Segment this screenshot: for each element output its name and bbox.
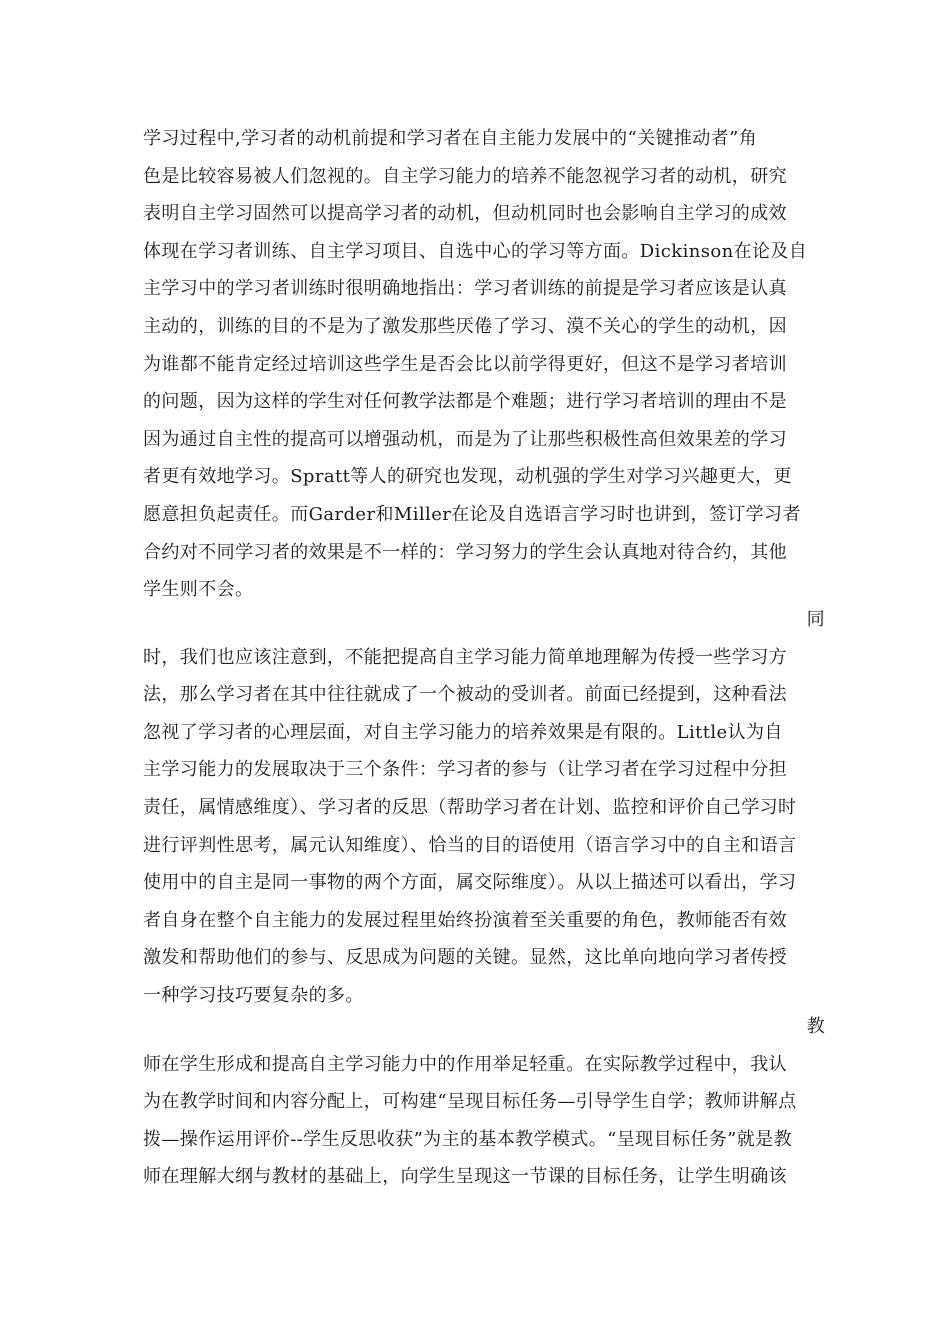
text-line: 为谁都不能肯定经过培训这些学生是否会比以前学得更好，但这不是学习者培训 [143, 353, 787, 375]
text-line: 为在教学时间和内容分配上，可构建“呈现目标任务—引导学生自学；教师讲解点 [143, 1091, 797, 1113]
text-line: 时，我们也应该注意到，不能把提高自主学习能力简单地理解为传授一些学习方 [143, 646, 787, 668]
text-line: 激发和帮助他们的参与、反思成为问题的关键。显然，这比单向地向学习者传授 [143, 947, 787, 969]
text-line: 师在学生形成和提高自主学习能力中的作用举足轻重。在实际教学过程中，我认 [143, 1053, 787, 1075]
text-line: 主学习能力的发展取决于三个条件：学习者的参与（让学习者在学习过程中分担 [143, 759, 787, 781]
text-line: 师在理解大纲与教材的基础上，向学生呈现这一节课的目标任务，让学生明确该 [143, 1166, 787, 1188]
text-line: 一种学习技巧要复杂的多。 [143, 984, 364, 1006]
paragraph-learner-role [143, 601, 825, 1015]
paragraph-motivation [143, 120, 813, 609]
text-line: 责任，属情感维度）、学习者的反思（帮助学习者在计划、监控和评价自己学习时 [143, 796, 797, 818]
text-line: 者更有效地学习。Spratt等人的研究也发现，动机强的学生对学习兴趣更大，更 [143, 466, 792, 488]
text-line: 因为通过自主性的提高可以增强动机，而是为了让那些积极性高但效果差的学习 [143, 428, 787, 450]
text-line: 色是比较容易被人们忽视的。自主学习能力的培养不能忽视学习者的动机，研究 [143, 165, 787, 187]
text-line-indent-fragment: 教 [806, 1016, 825, 1037]
paragraph-teacher-role [143, 1008, 825, 1196]
text-line: 拨—操作运用评价--学生反思收获”为主的基本教学模式。“呈现目标任务”就是教 [143, 1128, 792, 1150]
text-line: 忽视了学习者的心理层面，对自主学习能力的培养效果是有限的。Little认为自 [143, 721, 783, 743]
text-line: 愿意担负起责任。而Garder和Miller在论及自选语言学习时也讲到，签订学习者 [143, 503, 801, 525]
text-line: 使用中的自主是同一事物的两个方面，属交际维度）。从以上描述可以看出，学习 [143, 872, 797, 894]
text-line: 学习过程中,学习者的动机前提和学习者在自主能力发展中的“关键推动者”角 [143, 128, 758, 149]
text-line: 体现在学习者训练、自主学习项目、自选中心的学习等方面。Dickinson在论及自 [143, 240, 808, 262]
text-line: 进行评判性思考，属元认知维度）、恰当的目的语使用（语言学习中的自主和语言 [143, 834, 797, 856]
text-line: 主动的，训练的目的不是为了激发那些厌倦了学习、漠不关心的学生的动机，因 [143, 315, 787, 337]
text-line: 合约对不同学习者的效果是不一样的：学习努力的学生会认真地对待合约，其他 [143, 541, 787, 563]
text-line: 表明自主学习固然可以提高学习者的动机，但动机同时也会影响自主学习的成效 [143, 203, 787, 225]
text-line: 主学习中的学习者训练时很明确地指出：学习者训练的前提是学习者应该是认真 [143, 278, 787, 300]
text-line: 学生则不会。 [143, 579, 254, 601]
text-line: 者自身在整个自主能力的发展过程里始终扮演着至关重要的角色，教师能否有效 [143, 909, 787, 931]
text-line: 法，那么学习者在其中往往就成了一个被动的受训者。前面已经提到，这种看法 [143, 684, 787, 706]
text-line: 的问题，因为这样的学生对任何教学法都是个难题；进行学习者培训的理由不是 [143, 391, 787, 413]
text-line-indent-fragment: 同 [806, 609, 825, 630]
